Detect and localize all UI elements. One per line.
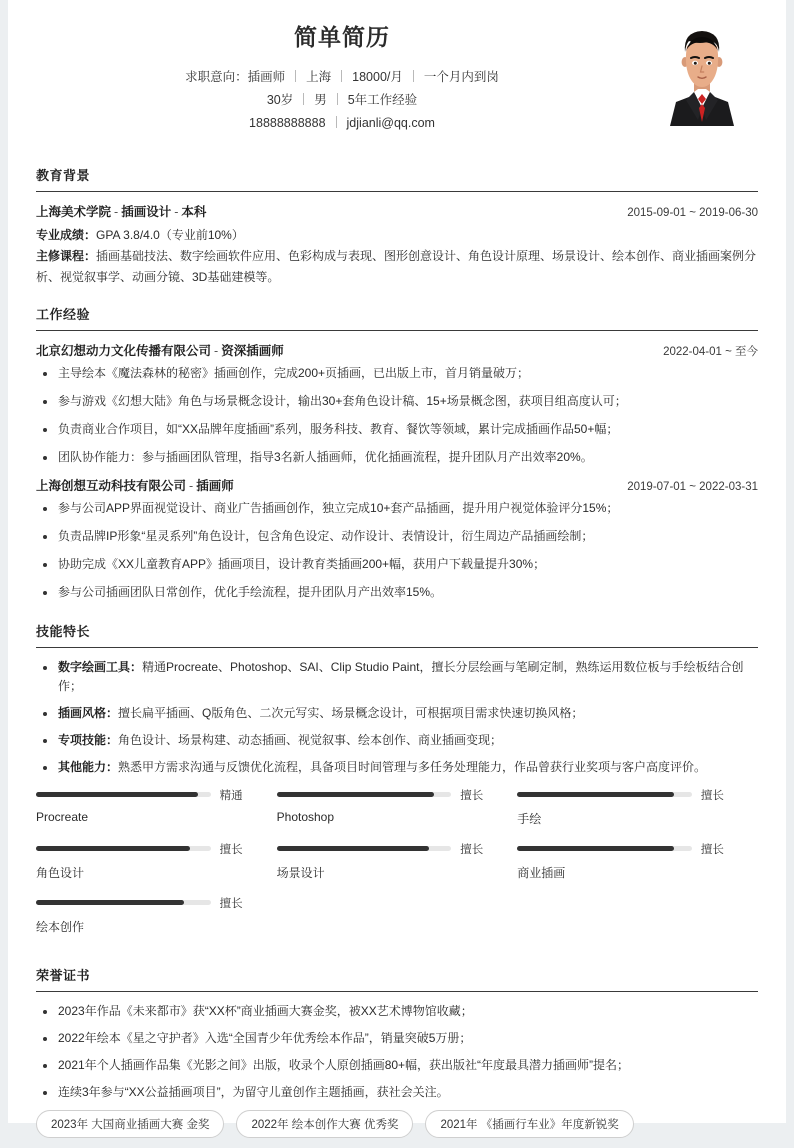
list-item: 协助完成《XX儿童教育APP》插画项目，设计教育类插画200+幅，获用户下载量提升30%； xyxy=(36,555,758,574)
list-item: 主导绘本《魔法森林的秘密》插画创作，完成200+页插画，已出版上市，首月销量破万； xyxy=(36,364,758,383)
skill-bar-fill xyxy=(517,846,674,851)
list-item: 2021年个人插画作品集《光影之间》出版，收录个人原创插画80+幅，获出版社“年度最具潜力插画师”提名； xyxy=(36,1056,758,1075)
skill-bar-top xyxy=(36,895,243,911)
skill-bar-top xyxy=(517,787,724,803)
divider-icon xyxy=(341,70,342,82)
work-role: 插画师 xyxy=(196,478,234,493)
work-company: 上海创想互动科技有限公司 xyxy=(36,478,187,493)
skill-bar-item xyxy=(277,787,518,827)
section-divider xyxy=(36,191,758,192)
list-item: 团队协作能力：参与插画团队管理，指导3名新人插画师，优化插画流程，提升团队月产出效率20%。 xyxy=(36,448,758,467)
skill-text: 精通Procreate、Photoshop、SAI、Clip Studio Paint，擅长分层绘画与笔刷定制，熟练运用数位板与手绘板结合创作； xyxy=(58,659,744,693)
skill-bar-track xyxy=(36,846,211,851)
skill-bar-fill xyxy=(277,846,429,851)
skill-bar-item xyxy=(517,787,758,827)
skill-bar-item xyxy=(36,841,277,881)
skill-label: 数字绘画工具： xyxy=(58,659,143,674)
section-divider xyxy=(36,330,758,331)
skill-bar-top xyxy=(36,841,243,857)
honor-tag-list xyxy=(36,1110,758,1148)
skill-bar-item xyxy=(277,841,518,881)
contact-email: jdjianli@qq.com xyxy=(346,115,435,130)
divider-icon xyxy=(413,70,414,82)
education-courses xyxy=(36,246,758,288)
resume-page xyxy=(8,0,786,1131)
skill-bar-item xyxy=(36,895,277,935)
skill-text: 角色设计、场景构建、动态插画、视觉叙事、绘本创作、商业插画变现； xyxy=(118,732,503,747)
section-title-skills: 技能特长 xyxy=(36,623,91,639)
divider-icon xyxy=(295,70,296,82)
skill-bar-track xyxy=(277,846,452,851)
skill-label: 插画风格： xyxy=(58,705,119,720)
skill-bar-item xyxy=(36,787,277,827)
skill-bar-top xyxy=(277,787,484,803)
section-skills xyxy=(36,611,758,949)
skill-bar-fill xyxy=(517,792,674,797)
avatar xyxy=(656,22,748,126)
list-item: 连续3年参与“XX公益插画项目”，为留守儿童创作主题插画，获社会关注。 xyxy=(36,1083,758,1102)
skill-bar-track xyxy=(517,846,692,851)
skill-bar-name: 绘本创作 xyxy=(36,919,85,934)
skill-bar-fill xyxy=(36,792,198,797)
education-courses-label: 主修课程： xyxy=(36,248,97,263)
education-org: 上海美术学院 - 插画设计 - 本科 xyxy=(36,204,207,219)
list-item: 参与公司插画团队日常创作，优化手绘流程，提升团队月产出效率15%。 xyxy=(36,583,758,602)
work-bullets xyxy=(36,499,758,602)
education-degree: 本科 xyxy=(181,204,207,219)
section-divider xyxy=(36,991,758,992)
education-date: 2015-09-01 ~ 2019-06-30 xyxy=(627,206,758,219)
resume-header xyxy=(36,0,758,149)
skill-label: 其他能力： xyxy=(58,759,119,774)
list-item xyxy=(36,704,758,723)
education-gpa-label: 专业成绩： xyxy=(36,227,97,242)
education-courses-value: 插画基础技法、数字绘画软件应用、色彩构成与表现、图形创意设计、角色设计原理、场景设计、绘本创作、商业插画案例分析、视觉叙事学、动画分镜、3D基础建模等。 xyxy=(36,248,757,284)
avatar-illustration-icon xyxy=(656,22,748,126)
section-education xyxy=(36,155,758,288)
personal-experience: 5年工作经验 xyxy=(347,92,418,107)
skill-text: 熟悉甲方需求沟通与反馈优化流程，具备项目时间管理与多任务处理能力，作品曾获行业奖项与客户高度评价。 xyxy=(118,759,707,774)
education-row-head xyxy=(36,202,758,220)
skill-bar-track xyxy=(277,792,452,797)
skill-bar-name: 商业插画 xyxy=(517,865,566,880)
skill-bar-level: 擅长 xyxy=(460,843,484,856)
skill-bar-level: 精通 xyxy=(219,789,243,802)
skill-bar-name: Photoshop xyxy=(276,809,335,824)
intent-label: 求职意向： xyxy=(185,69,248,84)
skill-bar-fill xyxy=(277,792,434,797)
contact-phone: 18888888888 xyxy=(249,115,326,130)
work-job-0 xyxy=(36,341,758,467)
skill-bar-name: Procreate xyxy=(36,809,89,824)
work-row-head xyxy=(36,341,758,359)
skill-label: 专项技能： xyxy=(58,732,119,747)
divider-icon xyxy=(303,93,304,105)
section-title-honors: 荣誉证书 xyxy=(36,967,91,983)
work-job-1 xyxy=(36,476,758,602)
education-school: 上海美术学院 xyxy=(36,204,112,219)
skill-text: 擅长扁平插画、Q版角色、二次元写实、场景概念设计，可根据项目需求快速切换风格； xyxy=(118,705,584,720)
list-item: 参与游戏《幻想大陆》角色与场景概念设计，输出30+套角色设计稿、15+场景概念图，获项目组高度认可； xyxy=(36,392,758,411)
intent-city: 上海 xyxy=(306,69,332,84)
intent-salary: 18000/月 xyxy=(352,69,403,84)
honor-tag: 2023年 大国商业插画大赛 金奖 xyxy=(36,1110,224,1138)
honor-tag: 2022年 绘本创作大赛 优秀奖 xyxy=(236,1110,413,1138)
education-gpa-value: GPA 3.8/4.0（专业前10%） xyxy=(96,227,244,242)
honors-bullets xyxy=(36,1002,758,1102)
skill-bar-track xyxy=(517,792,692,797)
skill-bar-level: 擅长 xyxy=(700,843,724,856)
work-org: 北京幻想动力文化传播有限公司 - 资深插画师 xyxy=(36,343,284,358)
skill-bar-fill xyxy=(36,900,184,905)
list-item: 参与公司APP界面视觉设计、商业广告插画创作，独立完成10+套产品插画，提升用户视觉体验评分15%； xyxy=(36,499,758,518)
skills-bullets xyxy=(36,658,758,777)
work-company: 北京幻想动力文化传播有限公司 xyxy=(36,343,212,358)
education-gpa xyxy=(36,225,758,246)
list-item xyxy=(36,758,758,777)
meta-line-intent xyxy=(36,66,648,89)
honor-tag: 2021年 《插画行车业》年度新锐奖 xyxy=(425,1110,633,1138)
intent-position: 插画师 xyxy=(247,69,286,84)
meta-line-contact xyxy=(36,112,648,135)
list-item: 负责商业合作项目，如“XX品牌年度插画”系列，服务科技、教育、餐饮等领域，累计完成插画作品50+幅； xyxy=(36,420,758,439)
section-divider xyxy=(36,647,758,648)
skill-bar-top xyxy=(277,841,484,857)
divider-icon xyxy=(336,116,337,128)
work-date: 2019-07-01 ~ 2022-03-31 xyxy=(627,480,758,493)
section-honors xyxy=(36,955,758,1148)
skill-bar-level: 擅长 xyxy=(460,789,484,802)
section-work xyxy=(36,294,758,602)
skill-bar-top xyxy=(517,841,724,857)
skill-bar-name: 场景设计 xyxy=(276,865,325,880)
list-item xyxy=(36,731,758,750)
education-major: 插画设计 xyxy=(121,204,172,219)
work-role: 资深插画师 xyxy=(221,343,284,358)
section-title-work: 工作经验 xyxy=(36,306,91,322)
work-bullets xyxy=(36,364,758,467)
page-title: 简单简历 xyxy=(294,24,390,50)
skill-bar-level: 擅长 xyxy=(219,897,243,910)
section-title-education: 教育背景 xyxy=(36,167,91,183)
header-text-block xyxy=(36,24,758,135)
work-row-head xyxy=(36,476,758,494)
list-item: 负责品牌IP形象“星灵系列”角色设计，包含角色设定、动作设计、表情设计，衍生周边产品插画绘制； xyxy=(36,527,758,546)
skill-bar-grid xyxy=(36,787,758,949)
skill-bar-level: 擅长 xyxy=(219,843,243,856)
work-org: 上海创想互动科技有限公司 - 插画师 xyxy=(36,478,234,493)
work-date: 2022-04-01 ~ 至今 xyxy=(663,345,758,358)
personal-age: 30岁 xyxy=(266,92,294,107)
skill-bar-track xyxy=(36,792,211,797)
skill-bar-name: 手绘 xyxy=(517,811,542,826)
skill-bar-level: 擅长 xyxy=(700,789,724,802)
list-item: 2023年作品《未来都市》获“XX杯”商业插画大赛金奖，被XX艺术博物馆收藏； xyxy=(36,1002,758,1021)
skill-bar-fill xyxy=(36,846,190,851)
intent-availability: 一个月内到岗 xyxy=(423,69,499,84)
list-item: 2022年绘本《星之守护者》入选“全国青少年优秀绘本作品”，销量突破5万册； xyxy=(36,1029,758,1048)
list-item xyxy=(36,658,758,696)
skill-bar-top xyxy=(36,787,243,803)
skill-bar-track xyxy=(36,900,211,905)
skill-bar-name: 角色设计 xyxy=(36,865,85,880)
meta-line-personal xyxy=(36,89,648,112)
personal-gender: 男 xyxy=(314,92,327,107)
divider-icon xyxy=(337,93,338,105)
skill-bar-item xyxy=(517,841,758,881)
